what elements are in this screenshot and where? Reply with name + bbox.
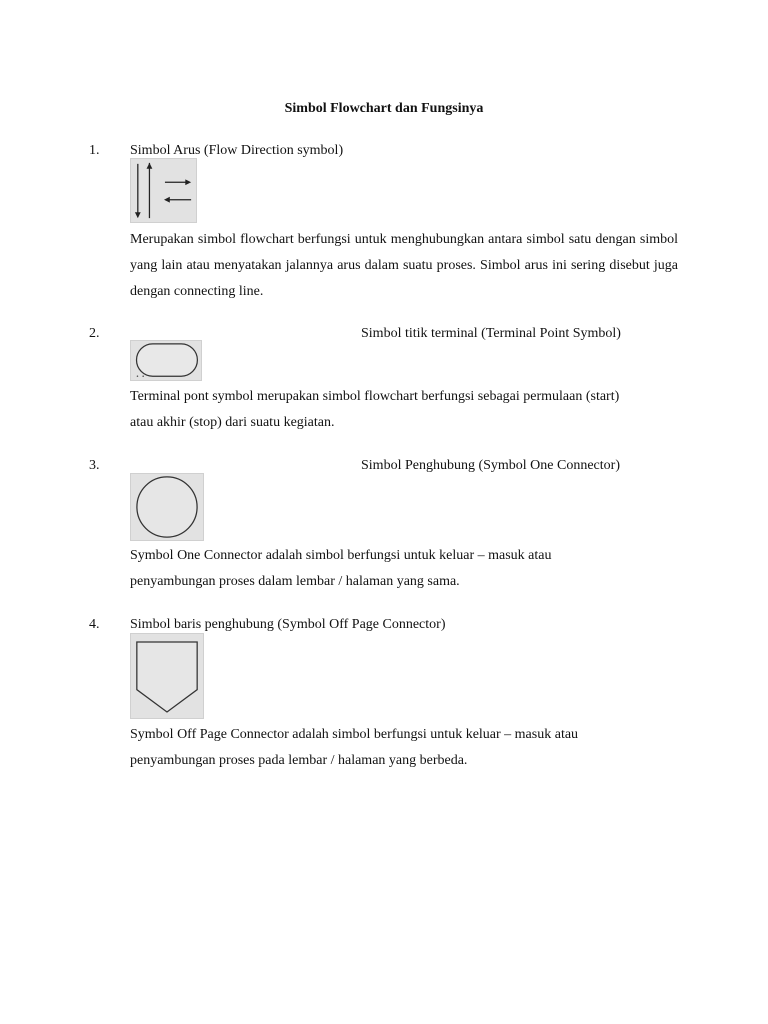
item-heading: Simbol Penghubung (Symbol One Connector) bbox=[361, 458, 620, 473]
document-title: Simbol Flowchart dan Fungsinya bbox=[284, 101, 484, 116]
item-heading: Simbol titik terminal (Terminal Point Symbol) bbox=[361, 326, 621, 341]
item-description-line: penyambungan proses dalam lembar / halaman yang sama. bbox=[130, 574, 460, 589]
item-number: 3. bbox=[89, 458, 100, 473]
item-number: 4. bbox=[89, 617, 100, 632]
flow-direction-arrows-icon bbox=[130, 158, 197, 223]
item-description-line: Terminal pont symbol merupakan simbol flowchart berfungsi sebagai permulaan (start) bbox=[130, 389, 620, 404]
item-heading: Simbol baris penghubung (Symbol Off Page Connector) bbox=[130, 617, 446, 632]
off-page-connector-pentagon-icon bbox=[130, 633, 204, 719]
item-description: Merupakan simbol flowchart berfungsi untuk menghubungkan antara simbol satu dengan simbol yang lain atau menyatakan jalannya arus dalam suatu proses. Simbol arus ini sering disebut juga dengan connecting line. bbox=[130, 232, 678, 299]
item-number: 2. bbox=[89, 326, 100, 341]
item-description-line: Symbol Off Page Connector adalah simbol berfungsi untuk keluar – masuk atau bbox=[130, 727, 579, 742]
circle-connector-icon bbox=[130, 473, 204, 541]
item-description-line: Symbol One Connector adalah simbol berfungsi untuk keluar – masuk atau bbox=[130, 548, 552, 563]
item-description-line: penyambungan proses pada lembar / halaman yang berbeda. bbox=[130, 753, 468, 768]
item-description-line: atau akhir (stop) dari suatu kegiatan. bbox=[130, 415, 335, 430]
item-heading: Simbol Arus (Flow Direction symbol) bbox=[130, 143, 344, 158]
item-number: 1. bbox=[89, 143, 100, 158]
terminal-rounded-rectangle-icon bbox=[130, 340, 202, 381]
